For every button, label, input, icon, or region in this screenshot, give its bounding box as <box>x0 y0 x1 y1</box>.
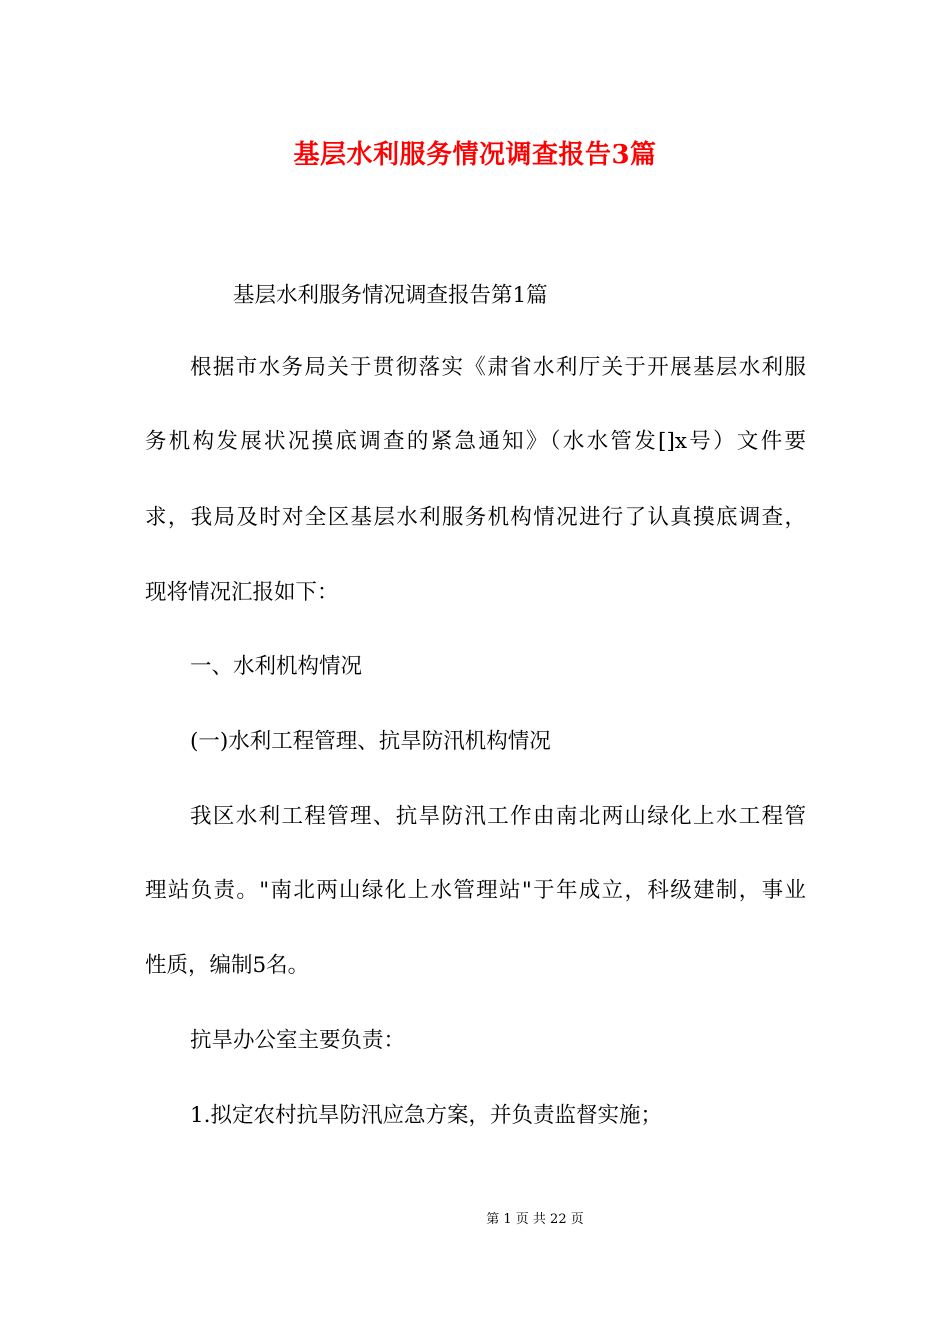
paragraph-line: 抗旱办公室主要负责： <box>190 1028 406 1053</box>
list-item: 1.拟定农村抗旱防汛应急方案，并负责监督实施； <box>190 1103 663 1128</box>
paragraph-line: 理站负责。"南北两山绿化上水管理站"于年成立，科级建制，事业 <box>145 878 806 903</box>
heading-line: 一、水利机构情况 <box>190 654 363 679</box>
paragraph-line: 性质，编制5名。 <box>145 953 310 978</box>
page-footer: 第 1 页 共 22 页 <box>486 1212 584 1227</box>
section-subtitle: 基层水利服务情况调查报告第1篇 <box>233 283 548 308</box>
paragraph-line: 务机构发展状况摸底调查的紧急通知》（水水管发[]x号）文件要 <box>145 429 806 454</box>
paragraph-line: 我区水利工程管理、抗旱防汛工作由南北两山绿化上水工程管 <box>190 804 806 829</box>
paragraph-line: 根据市水务局关于贯彻落实《肃省水利厅关于开展基层水利服 <box>190 355 806 380</box>
paragraph-line: 现将情况汇报如下： <box>145 580 339 605</box>
paragraph-line: 求，我局及时对全区基层水利服务机构情况进行了认真摸底调查， <box>145 505 806 530</box>
document-title: 基层水利服务情况调查报告3篇 <box>293 140 657 170</box>
heading-line: (一)水利工程管理、抗旱防汛机构情况 <box>190 729 551 754</box>
